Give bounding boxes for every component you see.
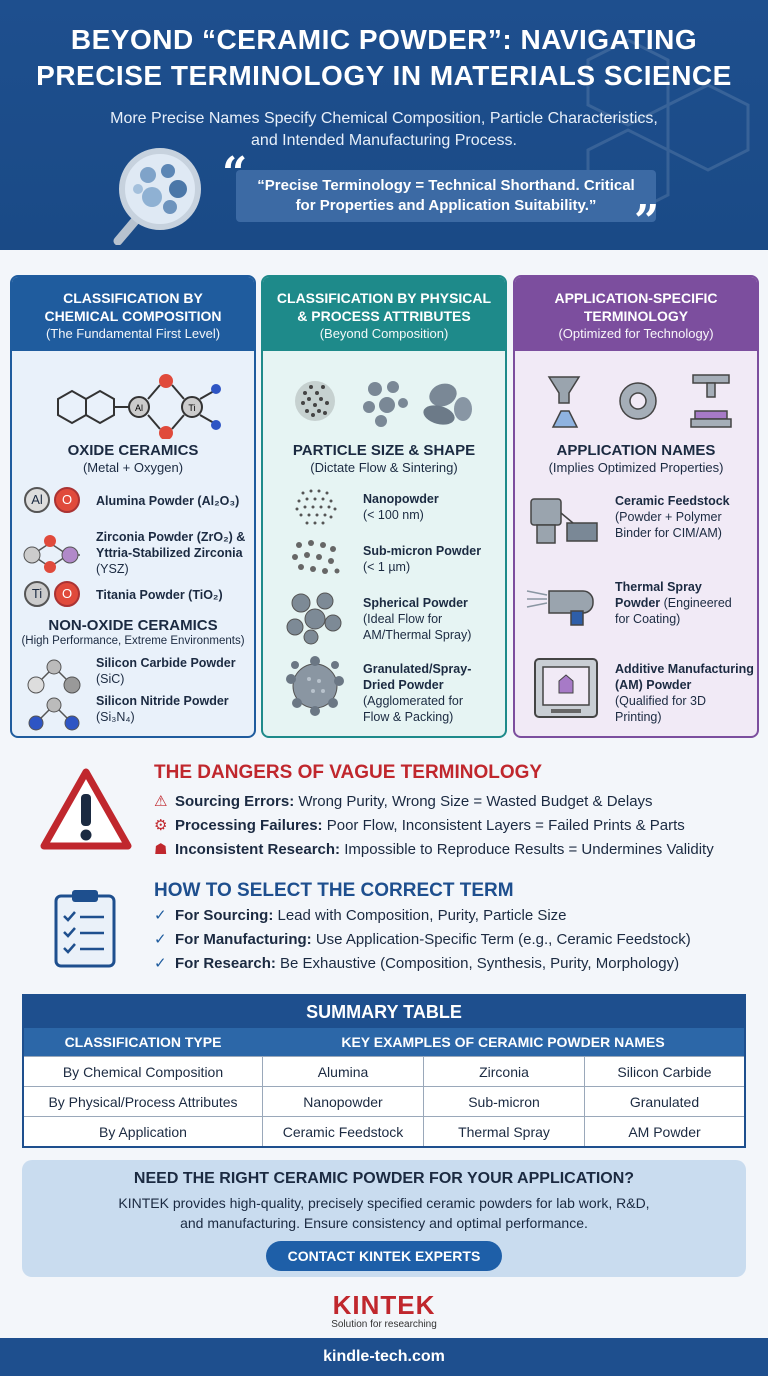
quote-text: “Precise Terminology = Technical Shorthand. Critical for Properties and Application Suitability.” xyxy=(257,177,635,214)
table-cell: AM Powder xyxy=(584,1117,744,1146)
table-row xyxy=(24,1086,744,1116)
table-cell: By Chemical Composition xyxy=(62,1064,224,1080)
nanopowder-label: Nanopowder xyxy=(363,492,439,506)
nonoxide-subtitle: (High Performance, Extreme Environments) xyxy=(21,635,245,647)
spherical-powder-icon xyxy=(285,589,345,645)
thermal-spray-label: Thermal Spray Powder (Engineered xyxy=(615,580,732,610)
feedstock-label: Ceramic Feedstock xyxy=(615,494,730,508)
kintek-logo: KINTEK Solution for researching xyxy=(331,1290,437,1330)
table-row xyxy=(24,1056,744,1086)
check-circle-icon: ✓ xyxy=(154,931,167,948)
titania-label: Titania Powder (TiO₂) xyxy=(96,588,223,602)
table-cell: By Application xyxy=(99,1124,187,1140)
table-cell: Zirconia xyxy=(423,1057,584,1086)
column-application-specific xyxy=(513,275,759,738)
svg-text:Ti: Ti xyxy=(188,403,196,413)
check-circle-icon: ✓ xyxy=(154,907,167,924)
sin-molecule-icon xyxy=(22,695,92,735)
danger-item: ☗ Inconsistent Research: Impossible to Reproduce Results = Undermines Validity xyxy=(154,841,714,858)
feedstock-desc: (Powder + Polymer Binder for CIM/AM) xyxy=(615,510,722,540)
table-cell: Nanopowder xyxy=(262,1087,423,1116)
danger-item: ⚠ Sourcing Errors: Wrong Purity, Wrong Size = Wasted Budget & Delays xyxy=(154,793,653,810)
spherical-label: Spherical Powder xyxy=(363,596,468,610)
column-physical-attributes xyxy=(261,275,507,738)
am-powder-desc: (Qualified for 3D Printing) xyxy=(615,694,707,724)
oxide-title: OXIDE CERAMICS xyxy=(67,442,199,459)
magnifying-glass-icon xyxy=(112,145,232,245)
footer-url[interactable]: kindle-tech.com xyxy=(0,1338,768,1376)
select-title: HOW TO SELECT THE CORRECT TERM xyxy=(154,880,514,901)
table-cell: Granulated xyxy=(584,1087,744,1116)
alumina-label: Alumina Powder (Al₂O₃) xyxy=(96,494,240,508)
thermal-spray-gun-icon xyxy=(525,577,605,627)
granulated-label: Granulated/Spray- Dried Powder xyxy=(363,662,472,692)
page-title: BEYOND “CERAMIC POWDER”: NAVIGATING PRECISE TERMINOLOGY IN MATERIALS SCIENCE xyxy=(36,24,732,91)
zirconia-label: Zirconia Powder (ZrO₂) & Yttria-Stabilized Zirconia (YSZ) xyxy=(96,530,246,576)
clipboard-checklist-icon xyxy=(52,888,118,970)
column-header: CLASSIFICATION BY PHYSICAL & PROCESS ATTRIBUTES (Beyond Composition) xyxy=(263,277,505,351)
table-row xyxy=(24,1116,744,1146)
am-powder-label: Additive Manufacturing (AM) Powder xyxy=(615,662,754,692)
submicron-size: (< 1 µm) xyxy=(363,560,411,574)
select-item: ✓ For Sourcing: Lead with Composition, Purity, Particle Size xyxy=(154,907,567,924)
table-header-row xyxy=(24,1028,744,1056)
table-header-cell: KEY EXAMPLES OF CERAMIC POWDER NAMES xyxy=(341,1034,665,1050)
ti-atom-icon: Ti xyxy=(24,581,50,607)
gears-icon: ⚙ xyxy=(154,817,168,834)
application-names-title: APPLICATION NAMES xyxy=(556,442,716,459)
select-item: ✓ For Research: Be Exhaustive (Composition, Synthesis, Purity, Morphology) xyxy=(154,955,680,972)
o-atom-icon: O xyxy=(54,487,80,513)
header-banner xyxy=(0,0,768,250)
select-item: ✓ For Manufacturing: Use Application-Specific Term (e.g., Ceramic Feedstock) xyxy=(154,931,691,948)
nanopowder-size: (< 100 nm) xyxy=(363,508,424,522)
sic-molecule-icon xyxy=(22,657,92,697)
molecule-icon xyxy=(48,369,224,439)
cta-title: NEED THE RIGHT CERAMIC POWDER FOR YOUR APPLICATION? xyxy=(133,1170,635,1187)
nonoxide-title: NON-OXIDE CERAMICS xyxy=(48,617,218,634)
submicron-powder-icon xyxy=(287,535,343,581)
application-names-subtitle: (Implies Optimized Properties) xyxy=(548,460,724,475)
silicon-carbide-label: Silicon Carbide Powder (SiC) xyxy=(96,656,236,686)
alert-icon: ⚠ xyxy=(154,793,168,810)
particles-icon xyxy=(293,373,479,429)
column-chemical-composition xyxy=(10,275,256,738)
warning-triangle-icon xyxy=(40,768,132,850)
cta-text: KINTEK provides high-quality, precisely specified ceramic powders for lab work, R&D, and manufacturing. Ensure consistency and optimal performance. xyxy=(118,1195,650,1231)
al-atom-icon: Al xyxy=(24,487,50,513)
o-atom-icon: O xyxy=(54,581,80,607)
table-title: SUMMARY TABLE xyxy=(24,996,744,1028)
hierarchy-icon: ☗ xyxy=(154,841,168,858)
zirconia-molecule-icon xyxy=(20,525,90,575)
manufacturing-icons xyxy=(543,371,733,431)
summary-table xyxy=(22,994,746,1148)
danger-item: ⚙ Processing Failures: Poor Flow, Inconsistent Layers = Failed Prints & Parts xyxy=(154,817,685,834)
table-cell: Alumina xyxy=(262,1057,423,1086)
open-quote-icon: “ xyxy=(222,148,248,199)
contact-experts-button[interactable]: CONTACT KINTEK EXPERTS xyxy=(266,1241,502,1271)
granulated-desc: (Agglomerated for Flow & Packing) xyxy=(363,694,464,724)
submicron-label: Sub-micron Powder xyxy=(363,544,482,558)
silicon-nitride-label: Silicon Nitride Powder (Si₃N₄) xyxy=(96,694,229,724)
table-cell: Sub-micron xyxy=(423,1087,584,1116)
table-cell: Ceramic Feedstock xyxy=(262,1117,423,1146)
3d-printer-icon xyxy=(531,655,601,721)
table-cell: Thermal Spray xyxy=(423,1117,584,1146)
feedstock-mixer-icon xyxy=(527,493,603,549)
table-header-cell: CLASSIFICATION TYPE xyxy=(64,1034,222,1050)
table-cell: Silicon Carbide xyxy=(584,1057,744,1086)
svg-text:Al: Al xyxy=(134,403,144,413)
granulated-powder-icon xyxy=(283,655,347,717)
check-circle-icon: ✓ xyxy=(154,955,167,972)
column-header: CLASSIFICATION BY CHEMICAL COMPOSITION (The Fundamental First Level) xyxy=(12,277,254,351)
close-quote-icon: ” xyxy=(634,196,660,247)
nanopowder-icon xyxy=(289,483,341,529)
particle-size-subtitle: (Dictate Flow & Sintering) xyxy=(310,460,458,475)
page-subtitle: More Precise Names Specify Chemical Composition, Particle Characteristics, and Intended Manufacturing Process. xyxy=(110,110,658,149)
table-cell: By Physical/Process Attributes xyxy=(48,1094,238,1110)
oxide-subtitle: (Metal + Oxygen) xyxy=(82,460,184,475)
particle-size-title: PARTICLE SIZE & SHAPE xyxy=(292,442,476,459)
dangers-title: THE DANGERS OF VAGUE TERMINOLOGY xyxy=(154,762,543,783)
column-header: APPLICATION-SPECIFIC TERMINOLOGY (Optimized for Technology) xyxy=(515,277,757,351)
spherical-desc: (Ideal Flow for AM/Thermal Spray) xyxy=(363,612,472,642)
thermal-spray-desc: for Coating) xyxy=(615,612,681,626)
